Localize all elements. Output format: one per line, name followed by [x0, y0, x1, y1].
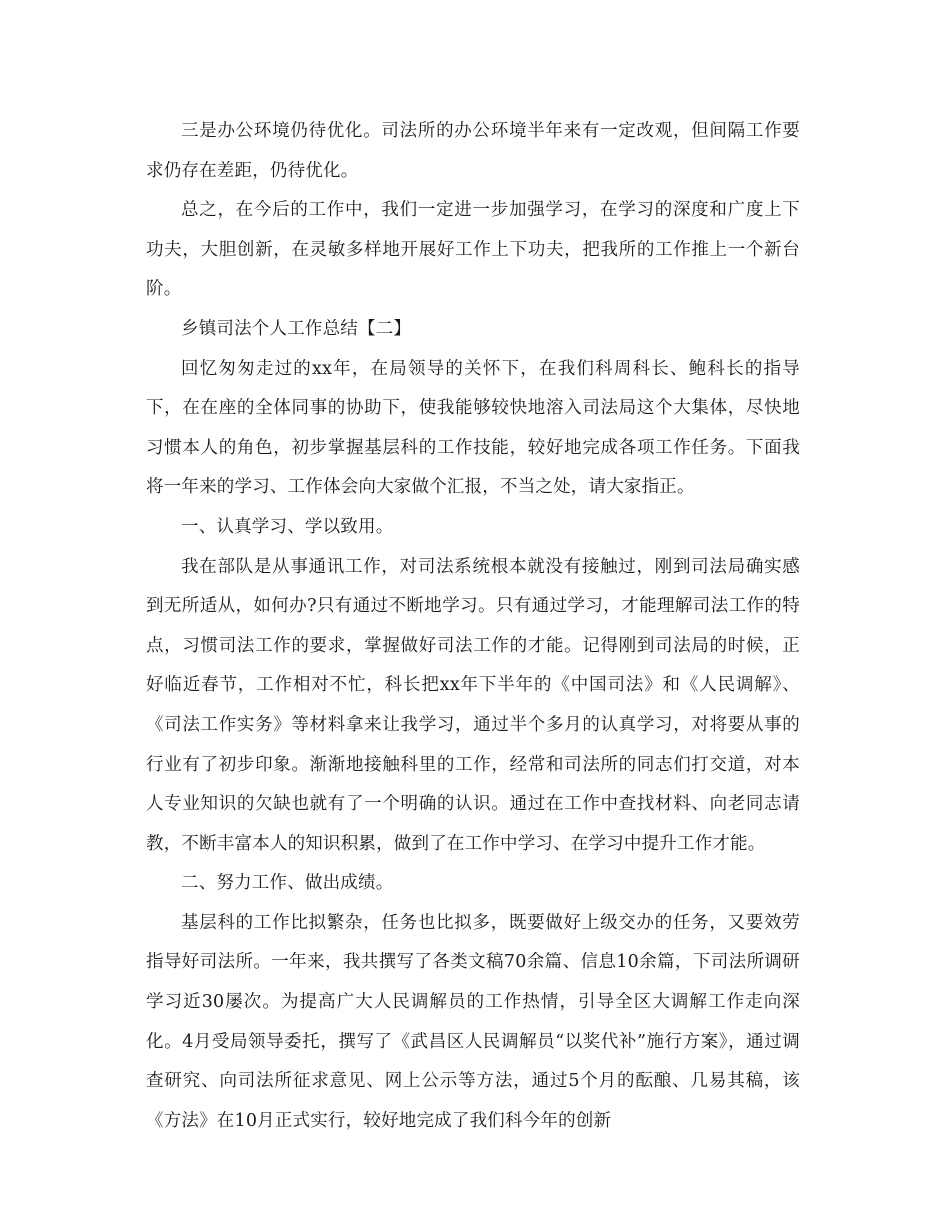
paragraph-study: 我在部队是从事通讯工作，对司法系统根本就没有接触过，刚到司法局确实感到无所适从，如何办?只有通过不断地学习。只有通过学习，才能理解司法工作的特点，习惯司法工作的要求，掌握做好司法工作的才能。记得刚到司法局的时候，正好临近春节，工作相对不忙，科长把xx年下半年的《中国司法》和《人民调解》、《司法工作实务》等材料拿来让我学习，通过半个多月的认真学习，对将要从事的行业有了初步印象。渐渐地接触科里的工作，经常和司法所的同志们打交道，对本人专业知识的欠缺也就有了一个明确的认识。通过在工作中查找材料、向老同志请教，不断丰富本人的知识积累，做到了在工作中学习、在学习中提升工作才能。 — [146, 556, 800, 854]
heading-study: 一、认真学习、学以致用。 — [181, 516, 394, 537]
paragraph-work: 基层科的工作比拟繁杂，任务也比拟多，既要做好上级交办的任务，又要效劳指导好司法所。一年来，我共撰写了各类文稿70余篇、信息10余篇，下司法所调研学习近30屡次。为提高广大人民调解员的工作热情，引导全区大调解工作走向深化。4月受局领导委托，撰写了《武昌区人民调解员“以奖代补”施行方案》，通过调查研究、向司法所征求意见、网上公示等方法，通过5个月的酝酿、几易其稿，该《方法》在10月正式实行，较好地完成了我们科今年的创新 — [146, 912, 800, 1131]
paragraph-conclusion: 总之，在今后的工作中，我们一定进一步加强学习，在学习的深度和广度上下功夫，大胆创新，在灵敏多样地开展好工作上下功夫，把我所的工作推上一个新台阶。 — [146, 200, 800, 300]
paragraph-intro: 回忆匆匆走过的xx年，在局领导的关怀下，在我们科周科长、鲍科长的指导下，在在座的全体同事的协助下，使我能够较快地溶入司法局这个大集体，尽快地习惯本人的角色，初步掌握基层科的工作技能，较好地完成各项工作任务。下面我将一年来的学习、工作体会向大家做个汇报，不当之处，请大家指正。 — [146, 358, 800, 498]
paragraph-office-environment: 三是办公环境仍待优化。司法所的办公环境半年来有一定改观，但间隔工作要求仍存在差距，仍待优化。 — [146, 121, 800, 181]
section-title: 乡镇司法个人工作总结【二】 — [181, 318, 412, 339]
heading-work: 二、努力工作、做出成绩。 — [181, 873, 394, 894]
document-page — [146, 112, 800, 1141]
